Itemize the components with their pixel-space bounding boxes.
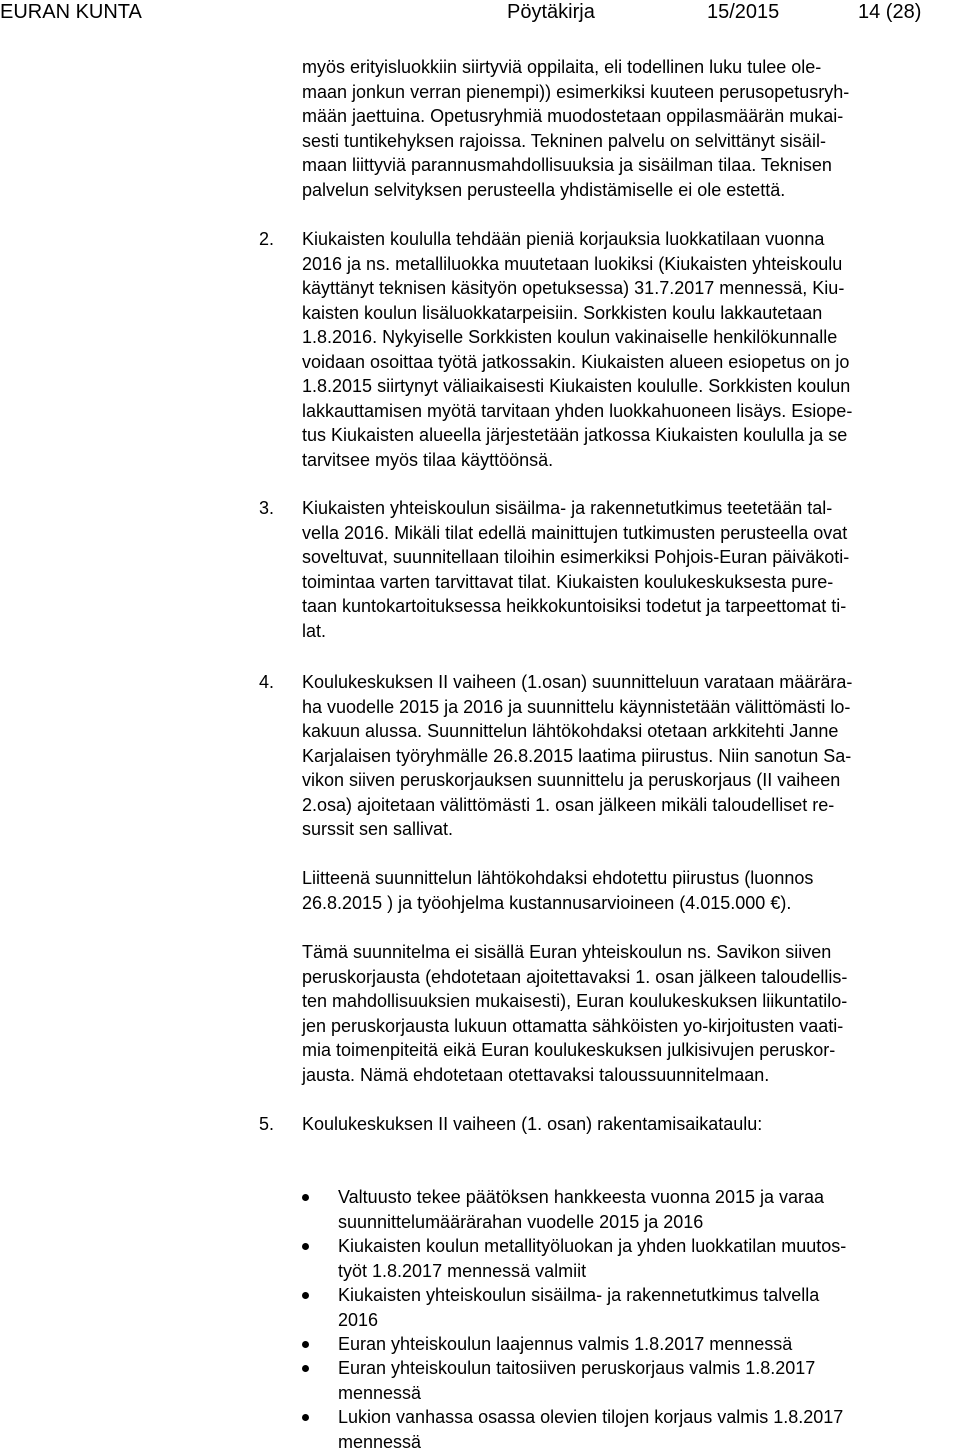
text-line: Kiukaisten yhteiskoulun sisäilma- ja rakennetutkimus teetetään tal- — [302, 498, 833, 518]
item-2-paragraph — [302, 227, 852, 472]
text-line: käyttänyt teknisen käsityön opetuksessa) 31.7.2017 mennessä, Kiu- — [302, 278, 845, 298]
list-item — [338, 1332, 792, 1357]
text-line: 2016 — [338, 1309, 379, 1330]
text-line: Koulukeskuksen II vaiheen (1.osan) suunnitteluun varataan määrära- — [302, 672, 853, 692]
text-line: lat. — [302, 620, 327, 641]
header-document-type: Pöytäkirja — [507, 1, 595, 23]
text-line: vella 2016. Mikäli tilat edellä mainittujen tutkimusten perusteella ovat — [302, 522, 848, 543]
text-line: myös erityisluokkiin siirtyviä oppilaita, eli todellinen luku tulee ole- — [302, 57, 822, 77]
bullet-icon — [302, 1194, 309, 1201]
page-header — [0, 0, 960, 24]
text-line: mia toimenpiteitä eikä Euran koulukeskuksen julkisivujen peruskor- — [302, 1040, 836, 1060]
header-municipality: EURAN KUNTA — [0, 1, 142, 23]
text-line: taan kuntokartoituksessa heikkokuntoisiksi todetut ja tarpeettomat ti- — [302, 596, 847, 616]
bullet-icon — [302, 1341, 309, 1348]
text-line: Euran yhteiskoulun taitosiiven peruskorjaus valmis 1.8.2017 — [338, 1358, 816, 1378]
text-line: sesti tuntikehyksen rajoissa. Tekninen palvelu on selvittänyt sisäil- — [302, 130, 826, 151]
text-line: palvelun selvityksen perusteella yhdistämiselle ei ole estettä. — [302, 179, 786, 200]
bullet-icon — [302, 1243, 309, 1250]
text-line: tus Kiukaisten alueella järjestetään jatkossa Kiukaisten koululla ja se — [302, 425, 848, 445]
text-line: Kiukaisten koulun metallityöluokan ja yhden luokkatilan muutos- — [338, 1236, 847, 1256]
text-line: kakuun alussa. Suunnittelun lähtökohdaksi otetaan arkkitehti Janne — [302, 721, 839, 741]
text-line: 2.osa) ajoitetaan välittömästi 1. osan jälkeen mikäli taloudelliset re- — [302, 794, 835, 815]
exclusions-paragraph — [302, 940, 847, 1087]
text-line: 1.8.2015 siirtynyt väliaikaisesti Kiukaisten koululle. Sorkkisten koulun — [302, 376, 851, 396]
text-line: lakkauttamisen myötä tarvitaan yhden luokkahuoneen lisäys. Esiope- — [302, 400, 853, 421]
text-line: 26.8.2015 ) ja työohjelma kustannusarvioineen (4.015.000 €). — [302, 892, 792, 913]
text-line: tarvitsee myös tilaa käyttöönsä. — [302, 449, 554, 470]
text-line: Koulukeskuksen II vaiheen (1. osan) rakentamisaikataulu: — [302, 1114, 763, 1134]
text-line: toimintaa varten tarvittavat tilat. Kiukaisten koulukeskuksesta pure- — [302, 571, 834, 592]
list-item — [338, 1234, 846, 1283]
item-5-paragraph — [302, 1112, 762, 1137]
text-line: soveltuvat, suunnitellaan tiloihin esimerkiksi Pohjois-Euran päiväkoti- — [302, 547, 850, 567]
header-document-number: 15/2015 — [707, 1, 780, 23]
text-line: jen peruskorjausta lukuun ottamatta sähköisten yo-kirjoitusten vaati- — [302, 1015, 844, 1036]
text-line: mennessä — [338, 1431, 422, 1452]
text-line: ten mahdollisuuksien mukaisesti), Euran koulukeskuksen liikuntatilo- — [302, 991, 848, 1011]
bullet-icon — [302, 1365, 309, 1372]
text-line: Valtuusto tekee päätöksen hankkeesta vuonna 2015 ja varaa — [338, 1187, 825, 1207]
bullet-icon — [302, 1414, 309, 1421]
intro-paragraph — [302, 55, 849, 202]
item-number: 4. — [259, 672, 275, 692]
attachment-paragraph — [302, 866, 813, 915]
bullet-icon — [302, 1292, 309, 1299]
item-3-paragraph — [302, 496, 849, 643]
item-number: 5. — [259, 1114, 275, 1134]
text-line: suunnittelumäärärahan vuodelle 2015 ja 2016 — [338, 1211, 704, 1232]
text-line: voidaan osoittaa työtä jatkossakin. Kiukaisten alueen esiopetus on jo — [302, 351, 850, 372]
text-line: peruskorjausta (ehdotetaan ajoitettavaksi 1. osan jälkeen taloudellis- — [302, 966, 848, 987]
text-line: Kiukaisten yhteiskoulun sisäilma- ja rakennetutkimus talvella — [338, 1285, 820, 1305]
text-line: Euran yhteiskoulun laajennus valmis 1.8.2017 mennessä — [338, 1334, 793, 1354]
text-line: mennessä — [338, 1382, 422, 1403]
text-line: 2016 ja ns. metalliluokka muutetaan luokiksi (Kiukaisten yhteiskoulu — [302, 253, 843, 274]
text-line: maan jonkun verran pienempi)) esimerkiksi kuuteen perusopetusryh- — [302, 81, 850, 102]
text-line: Liitteenä suunnittelun lähtökohdaksi ehdotettu piirustus (luonnos — [302, 868, 814, 888]
text-line: surssit sen sallivat. — [302, 819, 454, 839]
text-line: Kiukaisten koululla tehdään pieniä korjauksia luokkatilaan vuonna — [302, 229, 825, 249]
text-line: kaisten koulun lisäluokkatarpeisiin. Sorkkisten koulu lakkautetaan — [302, 302, 823, 323]
text-line: ha vuodelle 2015 ja 2016 ja suunnittelu käynnistetään välittömästi lo- — [302, 696, 851, 717]
text-line: vikon siiven peruskorjauksen suunnittelu ja peruskorjaus (II vaiheen — [302, 770, 841, 790]
text-line: 1.8.2016. Nykyiselle Sorkkisten koulun vakinaiselle henkilökunnalle — [302, 327, 838, 347]
list-item — [338, 1356, 815, 1405]
list-item — [338, 1283, 819, 1332]
header-page-number: 14 (28) — [858, 1, 922, 23]
text-line: Lukion vanhassa osassa olevien tilojen korjaus valmis 1.8.2017 — [338, 1407, 844, 1427]
text-line: maan liittyviä parannusmahdollisuuksia ja sisäilman tilaa. Teknisen — [302, 155, 832, 175]
item-4-paragraph — [302, 670, 852, 842]
text-line: mään jaettuina. Opetusryhmiä muodostetaan oppilasmäärän mukai- — [302, 106, 844, 126]
text-line: Tämä suunnitelma ei sisällä Euran yhteiskoulun ns. Savikon siiven — [302, 942, 832, 962]
list-item — [338, 1185, 824, 1234]
item-number: 3. — [259, 498, 275, 518]
list-item — [338, 1405, 843, 1454]
text-line: jausta. Nämä ehdotetaan otettavaksi taloussuunnitelmaan. — [302, 1064, 770, 1085]
text-line: työt 1.8.2017 mennessä valmiit — [338, 1260, 587, 1281]
item-number: 2. — [259, 229, 275, 249]
text-line: Karjalaisen työryhmälle 26.8.2015 laatima piirustus. Niin sanotun Sa- — [302, 745, 852, 766]
